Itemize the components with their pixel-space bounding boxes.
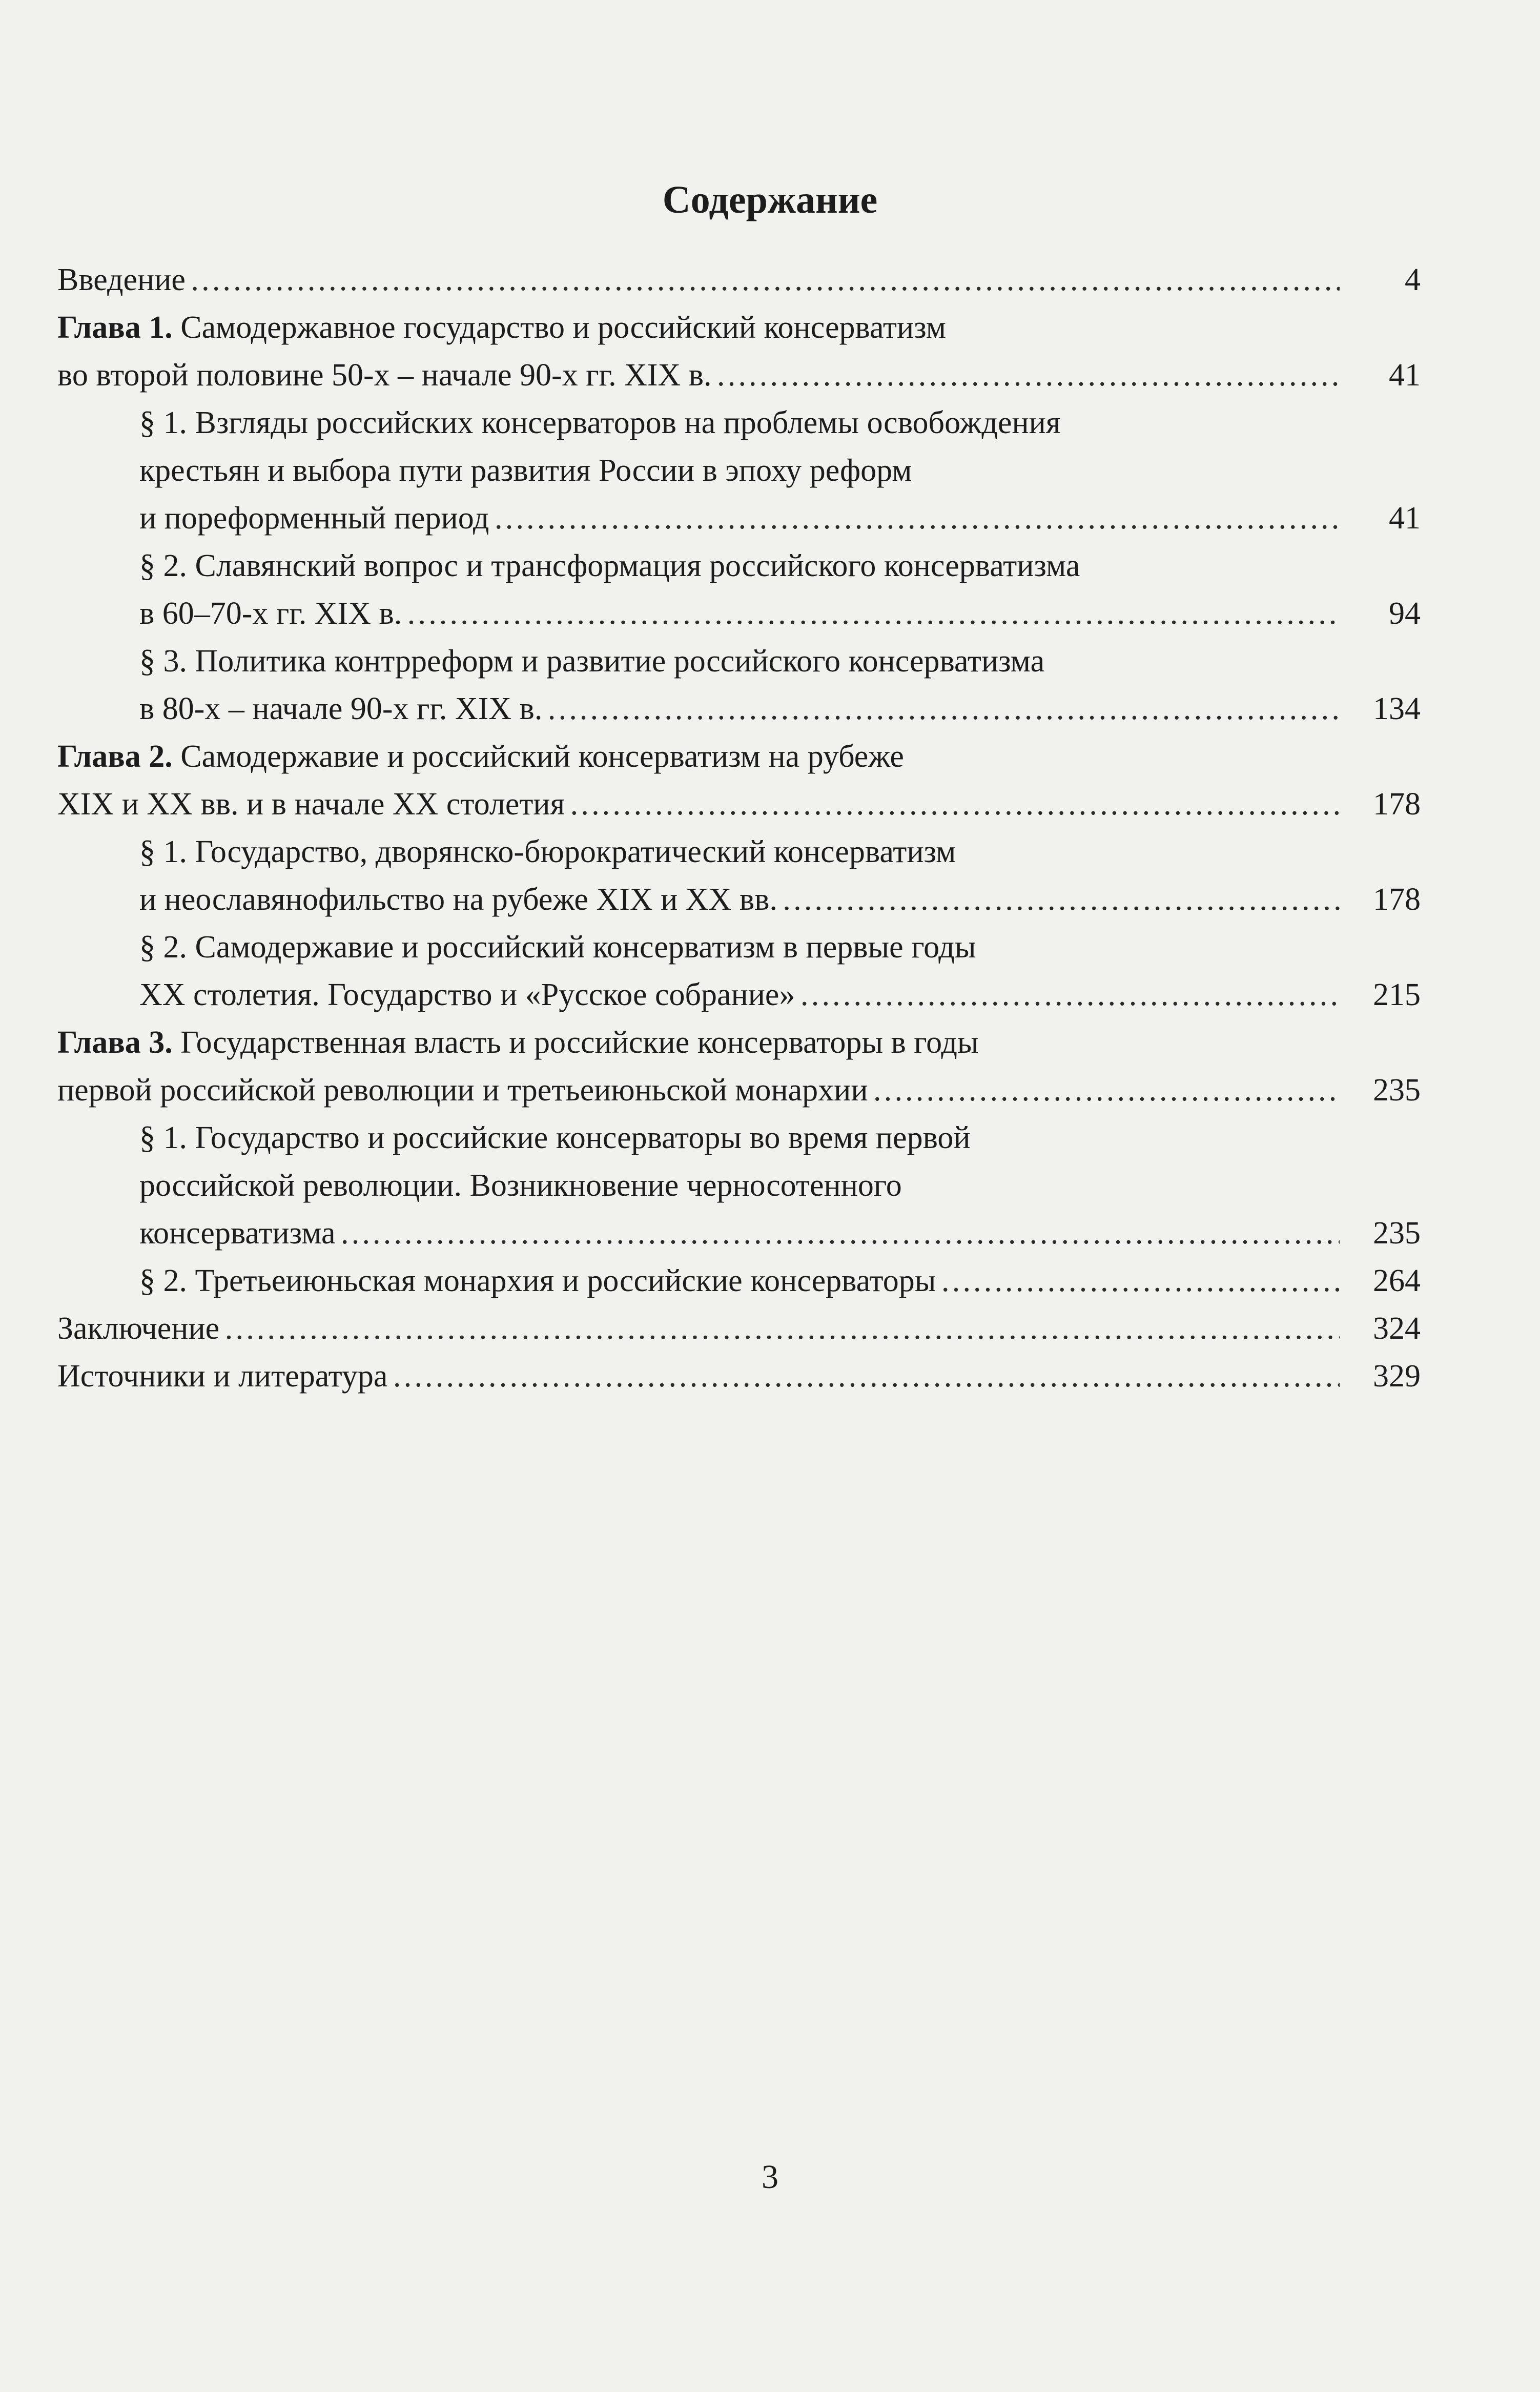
toc-entry-line — [57, 1305, 1421, 1353]
toc-entry-title: § 3. Политика контрреформ и развитие российского консерватизма — [139, 644, 1045, 679]
toc-entry-text — [57, 1067, 868, 1114]
dot-leader — [872, 1067, 1340, 1114]
toc-entry-line — [139, 1210, 1421, 1257]
toc-entry-text — [139, 930, 976, 965]
toc-entry-line — [57, 1067, 1421, 1114]
toc-entry-text — [139, 405, 1060, 440]
toc-page-number: 134 — [1373, 691, 1421, 726]
toc-entry-line — [139, 1257, 1421, 1305]
toc-entry-line — [139, 495, 1421, 542]
toc-page-number: 178 — [1373, 787, 1421, 822]
chapter-label: Глава 3. — [57, 1025, 173, 1060]
toc-entry-text — [57, 256, 186, 304]
toc-entry-line — [57, 1019, 1421, 1067]
dot-leader — [406, 590, 1340, 638]
toc-entry-chapter — [57, 733, 1421, 828]
toc-entry-title: § 2. Славянский вопрос и трансформация российского консерватизма — [139, 548, 1080, 583]
toc-entry-text — [57, 1305, 219, 1353]
toc-entry-text — [139, 1210, 336, 1257]
table-of-contents — [57, 256, 1421, 1400]
toc-entry-text — [57, 310, 946, 345]
toc-entry-title: крестьян и выбора пути развития России в эпоху реформ — [139, 453, 912, 488]
toc-entry-text — [57, 1025, 979, 1060]
toc-entry-line — [139, 542, 1421, 590]
toc-entry-line — [139, 685, 1421, 733]
toc-page-number: 178 — [1373, 882, 1421, 917]
toc-entry-title: консерватизма — [139, 1216, 336, 1251]
toc-entry-section — [57, 542, 1421, 638]
toc-entry-section — [57, 1257, 1421, 1305]
toc-entry-line — [57, 304, 1421, 352]
dot-leader — [940, 1257, 1340, 1305]
toc-entry-title: Заключение — [57, 1311, 220, 1346]
toc-page-number: 264 — [1373, 1263, 1421, 1298]
toc-entry-chapter — [57, 256, 1421, 304]
toc-entry-text — [139, 495, 489, 542]
toc-entry-chapter — [57, 1305, 1421, 1353]
toc-entry-section — [57, 638, 1421, 733]
toc-entry-title: § 1. Государство и российские консерваторы во время первой — [139, 1120, 971, 1155]
dot-leader — [223, 1305, 1340, 1353]
toc-entry-text — [139, 548, 1080, 583]
toc-entry-text — [139, 453, 912, 488]
toc-entry-title: Источники и литература — [57, 1359, 388, 1394]
toc-entry-line — [139, 924, 1421, 971]
toc-page-number: 324 — [1373, 1311, 1421, 1346]
toc-entry-section — [57, 924, 1421, 1019]
dot-leader — [569, 781, 1340, 828]
dot-leader — [392, 1353, 1340, 1400]
toc-entry-section — [57, 828, 1421, 924]
toc-entry-title: в 80-х – начале 90-х гг. XIX в. — [139, 691, 543, 726]
toc-entry-title: § 1. Взгляды российских консерваторов на проблемы освобождения — [139, 405, 1061, 440]
toc-entry-line — [139, 447, 1421, 495]
toc-entry-text — [139, 1257, 936, 1305]
toc-page-number: 4 — [1405, 262, 1421, 297]
toc-entry-section — [57, 1114, 1421, 1257]
toc-entry-title: § 1. Государство, дворянско-бюрократический консерватизм — [139, 834, 956, 869]
toc-entry-text — [139, 685, 542, 733]
toc-entry-title: и пореформенный период — [139, 501, 489, 536]
toc-entry-line — [139, 971, 1421, 1019]
page-title: Содержание — [662, 178, 878, 221]
toc-entry-text — [139, 971, 795, 1019]
toc-entry-line — [139, 1114, 1421, 1162]
chapter-label: Глава 1. — [57, 310, 173, 345]
toc-page-number: 235 — [1373, 1073, 1421, 1108]
dot-leader — [546, 685, 1340, 733]
dot-leader — [799, 971, 1340, 1019]
toc-page-number: 235 — [1373, 1216, 1421, 1251]
toc-entry-title: XIX и XX вв. и в начале XX столетия — [57, 787, 565, 822]
toc-entry-line — [139, 828, 1421, 876]
toc-entry-text — [139, 834, 956, 869]
toc-page-number: 94 — [1389, 596, 1421, 631]
toc-entry-line — [139, 590, 1421, 638]
toc-entry-title: Самодержавное государство и российский консерватизм — [180, 310, 947, 345]
toc-entry-text — [57, 1353, 387, 1400]
toc-entry-line — [57, 352, 1421, 399]
toc-entry-text — [57, 352, 712, 399]
toc-entry-title: в 60–70-х гг. XIX в. — [139, 596, 402, 631]
toc-entry-line — [139, 638, 1421, 685]
toc-entry-title: Государственная власть и российские консерваторы в годы — [180, 1025, 979, 1060]
dot-leader — [340, 1210, 1340, 1257]
toc-entry-text — [57, 781, 565, 828]
toc-entry-text — [139, 1168, 902, 1203]
toc-entry-text — [139, 1120, 971, 1155]
dot-leader — [190, 256, 1340, 304]
toc-entry-title: XX столетия. Государство и «Русское собрание» — [139, 977, 795, 1012]
toc-entry-line — [139, 399, 1421, 447]
toc-entry-text — [139, 876, 777, 924]
toc-entry-text — [57, 739, 904, 774]
dot-leader — [782, 876, 1340, 924]
toc-entry-title: § 2. Третьеиюньская монархия и российские консерваторы — [139, 1263, 936, 1298]
toc-entry-title: Самодержавие и российский консерватизм на рубеже — [180, 739, 904, 774]
toc-entry-title: и неославянофильство на рубеже XIX и XX вв. — [139, 882, 777, 917]
toc-entry-title: во второй половине 50-х – начале 90-х гг. XIX в. — [57, 358, 712, 393]
toc-page-number: 41 — [1389, 501, 1421, 536]
toc-entry-text — [139, 590, 402, 638]
toc-entry-title: российской революции. Возникновение черносотенного — [139, 1168, 902, 1203]
toc-entry-line — [57, 781, 1421, 828]
toc-page-number: 41 — [1389, 358, 1421, 393]
toc-entry-line — [57, 256, 1421, 304]
toc-entry-chapter — [57, 1019, 1421, 1114]
toc-entry-line — [57, 733, 1421, 781]
toc-entry-text — [139, 644, 1044, 679]
toc-entry-title: § 2. Самодержавие и российский консерватизм в первые годы — [139, 930, 976, 965]
toc-entry-chapter — [57, 304, 1421, 399]
toc-entry-title: Введение — [57, 262, 186, 297]
toc-entry-line — [139, 1162, 1421, 1210]
toc-page-number: 215 — [1373, 977, 1421, 1012]
page-number: 3 — [762, 2158, 778, 2196]
dot-leader — [493, 495, 1340, 542]
dot-leader — [716, 352, 1340, 399]
toc-entry-section — [57, 399, 1421, 542]
toc-page-number: 329 — [1373, 1359, 1421, 1394]
chapter-label: Глава 2. — [57, 739, 173, 774]
toc-entry-line — [57, 1353, 1421, 1400]
toc-entry-title: первой российской революции и третьеиюньской монархии — [57, 1073, 868, 1108]
toc-entry-chapter — [57, 1353, 1421, 1400]
toc-entry-line — [139, 876, 1421, 924]
